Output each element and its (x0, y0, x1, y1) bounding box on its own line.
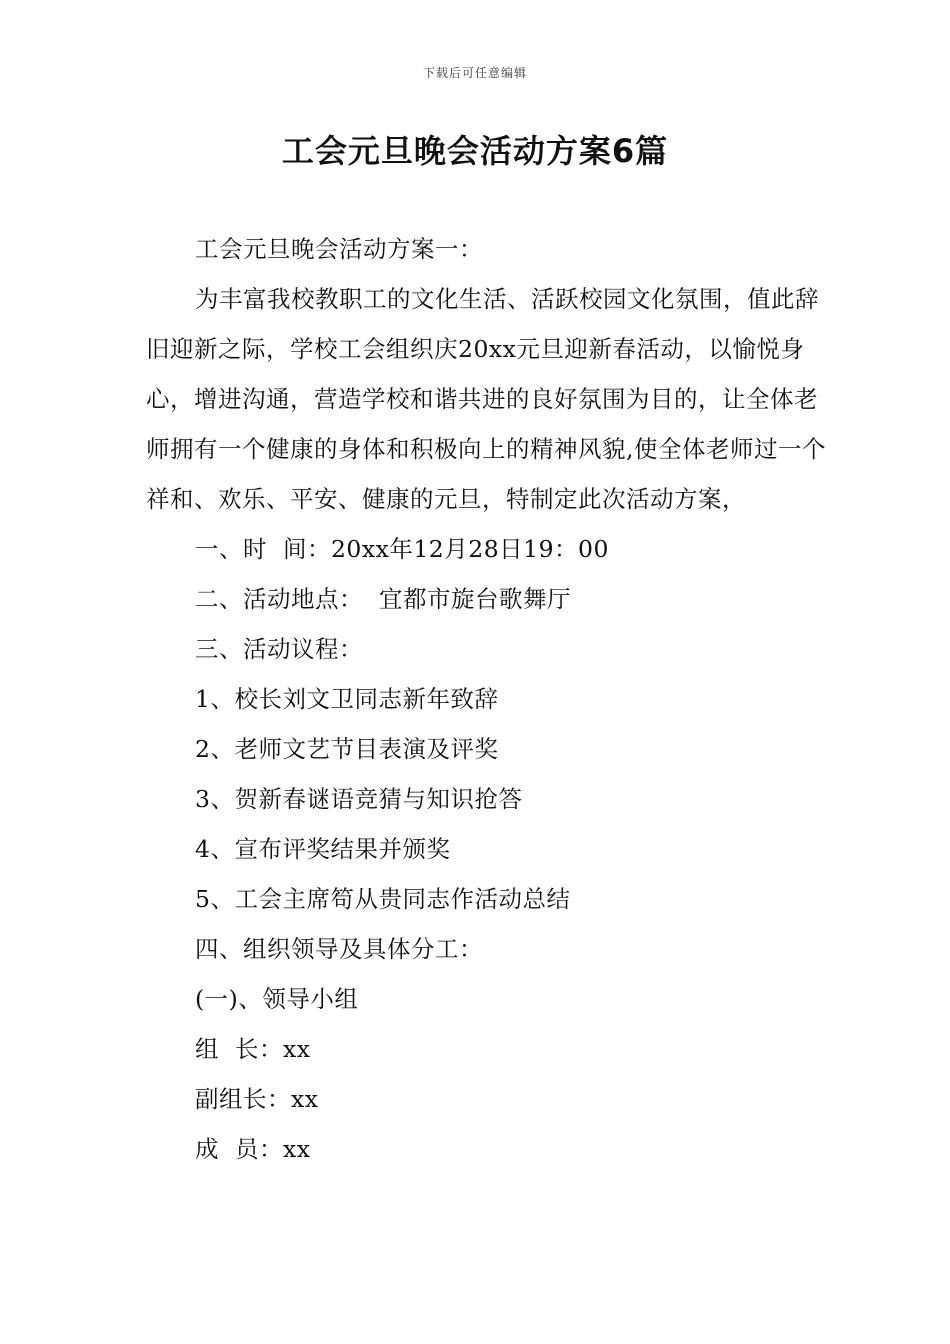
header-note: 下载后可任意编辑 (422, 66, 527, 80)
document-body (146, 224, 826, 1174)
document-title: 工会元旦晚会活动方案6篇 (281, 132, 669, 170)
agenda-item: 2、老师文艺节目表演及评奖 (195, 735, 499, 763)
leader-line: 组 长：xx (195, 1035, 311, 1063)
agenda-item: 4、宣布评奖结果并颁奖 (195, 835, 451, 863)
agenda-item: 5、工会主席笱从贵同志作活动总结 (195, 885, 571, 913)
section-heading: 工会元旦晚会活动方案一： (195, 235, 483, 263)
members-line: 成 员：xx (195, 1135, 311, 1163)
agenda-heading: 三、活动议程： (195, 635, 363, 663)
location-line: 二、活动地点： 宜都市旋台歌舞厅 (195, 585, 571, 613)
organization-heading: 四、组织领导及具体分工： (195, 935, 483, 963)
agenda-item: 3、贺新春谜语竞猜与知识抢答 (195, 785, 523, 813)
intro-paragraph: 为丰富我校教职工的文化生活、活跃校园文化氛围，值此辞旧迎新之际，学校工会组织庆20xx元旦迎新春活动，以愉悦身心，增进沟通，营造学校和谐共进的良好氛围为目的，让全体老师拥有一个健康的身体和积极向上的精神风貌,使全体老师过一个祥和、欢乐、平安、健康的元旦，特制定此次活动方案， (146, 285, 826, 513)
time-line: 一、时 间：20xx年12月28日19：00 (195, 535, 609, 563)
agenda-item: 1、校长刘文卫同志新年致辞 (195, 685, 499, 713)
leadership-group-heading: (一)、领导小组 (195, 985, 359, 1013)
deputy-leader-line: 副组长：xx (195, 1085, 319, 1113)
